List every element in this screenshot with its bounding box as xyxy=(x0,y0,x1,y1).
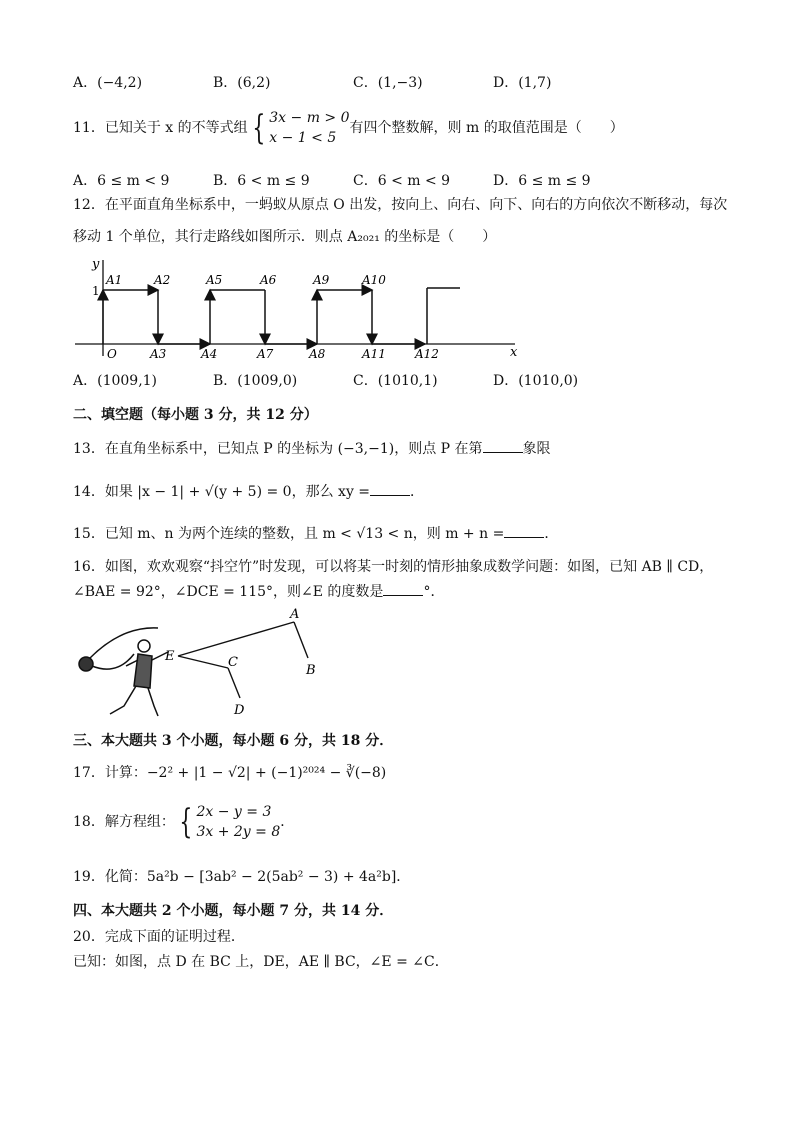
question-15 xyxy=(73,523,558,543)
section-4-heading: 四、本大题共 2 个小题，每小题 7 分，共 14 分． xyxy=(73,903,394,919)
question-18 xyxy=(73,802,294,842)
label-a3: A3 xyxy=(150,347,167,361)
q10-option-c: C．(1,−3) xyxy=(353,75,423,91)
string-curve-lower xyxy=(92,654,134,669)
label-a12: A12 xyxy=(415,347,439,361)
string-curve xyxy=(90,628,158,658)
label-a10: A10 xyxy=(362,273,386,287)
label-a4: A4 xyxy=(201,347,218,361)
origin-label: O xyxy=(107,347,117,361)
leg-right xyxy=(148,688,158,716)
label-a7: A7 xyxy=(257,347,274,361)
q18-suffix: ． xyxy=(280,814,295,830)
line-ea xyxy=(178,622,294,656)
label-a: A xyxy=(290,607,300,622)
q11-system xyxy=(269,108,349,148)
q11-option-d: D．6 ≤ m ≤ 9 xyxy=(493,173,591,189)
q12-option-b: B．(1009,0) xyxy=(213,373,298,389)
line-ec xyxy=(178,656,228,668)
q13-blank xyxy=(483,440,523,453)
q18-sys-line2: 3x + 2y = 8 xyxy=(196,824,281,840)
label-a8: A8 xyxy=(309,347,326,361)
leg-left xyxy=(110,686,136,714)
section-2-heading: 二、填空题（每小题 3 分，共 12 分） xyxy=(73,407,318,423)
q10-option-d: D．(1,7) xyxy=(493,75,552,91)
label-c: C xyxy=(228,655,238,670)
question-14 xyxy=(73,481,424,501)
q15-text: 15．已知 m、n 为两个连续的整数，且 m < √13 < n，则 m + n = xyxy=(73,526,505,542)
head-icon xyxy=(138,640,150,652)
q16-line1: 16．如图，欢欢观察“抖空竹”时发现，可以将某一时刻的情形抽象成数学问题：如图，已知 AB ∥ CD， xyxy=(73,559,714,575)
q12-figure xyxy=(70,252,530,364)
q16-text: ∠BAE = 92°，∠DCE = 115°，则∠E 的度数是 xyxy=(73,584,384,600)
label-a6: A6 xyxy=(260,273,277,287)
x-axis-label: x xyxy=(510,345,518,360)
diabolo-player-illustration xyxy=(79,628,168,716)
q12-line1: 12．在平面直角坐标系中，一蚂蚁从原点 O 出发，按向上、向右、向下、向右的方向依次不断移动，每次 xyxy=(73,197,728,213)
q18-system xyxy=(196,802,280,842)
q14-text: 14．如果 |x − 1| + √(y + 5) = 0，那么 xy = xyxy=(73,484,371,500)
line-ab xyxy=(294,622,308,658)
label-a9: A9 xyxy=(313,273,330,287)
label-b: B xyxy=(306,663,316,678)
label-e: E xyxy=(165,649,175,664)
q11-option-b: B．6 < m ≤ 9 xyxy=(213,173,310,189)
q10-option-b: B．(6,2) xyxy=(213,75,271,91)
label-a11: A11 xyxy=(362,347,386,361)
diabolo-icon xyxy=(79,657,93,671)
q12-option-d: D．(1010,0) xyxy=(493,373,579,389)
q13-text: 13．在直角坐标系中，已知点 P 的坐标为 (−3,−1)，则点 P 在第 xyxy=(73,441,483,457)
q12-option-a: A．(1009,1) xyxy=(73,373,158,389)
section-3-heading: 三、本大题共 3 个小题，每小题 6 分，共 18 分． xyxy=(73,733,394,749)
label-a2: A2 xyxy=(154,273,171,287)
q14-after: ． xyxy=(410,484,425,500)
q20-line1: 20．完成下面的证明过程． xyxy=(73,929,245,945)
question-11 xyxy=(73,108,624,148)
q14-blank xyxy=(370,483,410,496)
question-13 xyxy=(73,438,551,458)
q12-option-c: C．(1010,1) xyxy=(353,373,438,389)
q11-brace: { xyxy=(251,108,265,148)
question-17: 17．计算：−2² + |1 − √2| + (−1)²⁰²⁴ − ∛(−8) xyxy=(73,765,387,781)
q11-option-c: C．6 < m < 9 xyxy=(353,173,451,189)
q15-blank xyxy=(504,525,544,538)
label-a5: A5 xyxy=(206,273,223,287)
q12-line2: 移动 1 个单位，其行走路线如图所示．则点 A₂₀₂₁ 的坐标是（ ） xyxy=(73,229,497,245)
q10-option-a: A．(−4,2) xyxy=(73,75,143,91)
question-19: 19．化简：5a²b − [3ab² − 2(5ab² − 3) + 4a²b]． xyxy=(73,869,411,885)
q15-after: ． xyxy=(544,526,559,542)
body-icon xyxy=(134,654,152,688)
line-cd xyxy=(228,668,240,698)
q13-after: 象限 xyxy=(522,441,551,457)
q16-line2 xyxy=(73,581,444,601)
q16-after: °． xyxy=(423,584,445,600)
y-axis-label: y xyxy=(92,257,100,272)
q16-figure xyxy=(72,606,332,724)
q16-blank xyxy=(383,583,423,596)
label-d: D xyxy=(234,703,245,718)
q11-sys-line2: x − 1 < 5 xyxy=(269,130,337,146)
q18-sys-line1: 2x − y = 3 xyxy=(196,804,272,820)
y-tick-one: 1 xyxy=(92,284,100,298)
q18-brace: { xyxy=(179,802,193,842)
q11-prefix: 11．已知关于 x 的不等式组 xyxy=(73,120,248,136)
q20-line2: 已知：如图，点 D 在 BC 上，DE，AE ∥ BC，∠E = ∠C． xyxy=(73,954,449,970)
label-a1: A1 xyxy=(106,273,123,287)
q11-suffix: 有四个整数解，则 m 的取值范围是（ ） xyxy=(349,120,624,136)
q11-option-a: A．6 ≤ m < 9 xyxy=(73,173,170,189)
q11-sys-line1: 3x − m > 0 xyxy=(269,110,350,126)
q18-prefix: 18．解方程组： xyxy=(73,814,175,830)
